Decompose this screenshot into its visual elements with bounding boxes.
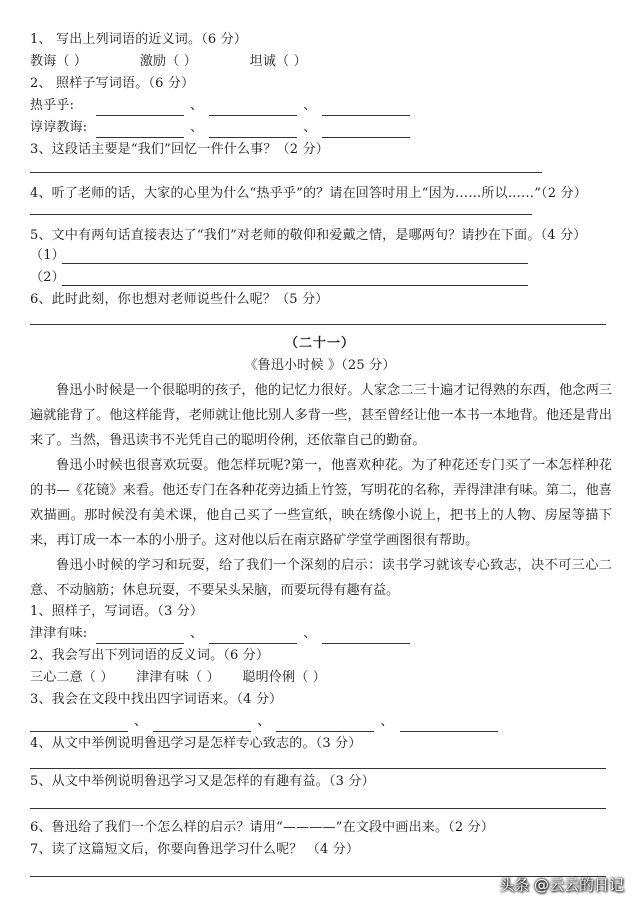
answer-blank[interactable] bbox=[322, 629, 410, 644]
answer-blank[interactable] bbox=[209, 123, 297, 138]
answer-blank[interactable] bbox=[30, 717, 128, 732]
answer-blank[interactable] bbox=[209, 629, 297, 644]
answer-blank[interactable] bbox=[400, 717, 498, 732]
question-6: 6、此时此刻，你也想对老师说些什么呢？（5 分） bbox=[30, 292, 329, 307]
question-21-3: 3、我会在文段中找出四字词语来。（4 分） bbox=[30, 692, 283, 707]
question-2: 2、 照样子写词语。（6 分） bbox=[30, 76, 195, 91]
answer-blank[interactable] bbox=[96, 123, 184, 138]
watermark-text: 头条 @云云的日记 bbox=[499, 876, 624, 894]
question-21-5: 5、从文中举例说明鲁迅学习又是怎样的有趣有益。（3 分） bbox=[30, 774, 375, 789]
synonym-word-2: 激励（ ） bbox=[139, 54, 197, 69]
pattern-row-2: 谆谆教诲: 、 、 bbox=[30, 118, 622, 138]
answer-line[interactable] bbox=[30, 808, 606, 809]
answer-label-1: （1） bbox=[30, 248, 65, 263]
question-21-4: 4、从文中举例说明鲁迅学习是怎样专心致志的。（3 分） bbox=[30, 736, 362, 751]
answer-line[interactable] bbox=[62, 285, 528, 286]
antonym-word-3: 聪明伶俐（ ） bbox=[242, 670, 327, 685]
answer-blank[interactable] bbox=[322, 123, 410, 138]
four-char-row: 、 、 、 bbox=[30, 712, 622, 732]
answer-blank[interactable] bbox=[322, 101, 410, 116]
passage-title: 《鲁迅小时候 》（25 分） bbox=[244, 358, 396, 373]
answer-line[interactable] bbox=[30, 172, 542, 173]
section-number: （二十一） bbox=[284, 336, 355, 351]
pattern-label-2: 谆谆教诲: bbox=[30, 120, 88, 135]
answer-blank[interactable] bbox=[276, 717, 374, 732]
antonym-word-2: 津津有味（ ） bbox=[136, 670, 220, 685]
question-21-6: 6、鲁迅给了我们一个怎么样的启示？请用“————”在文段中画出来。（2 分） bbox=[30, 820, 495, 835]
answer-line[interactable] bbox=[30, 214, 532, 215]
question-21-2: 2、我会写出下列词语的反义词。（6 分） bbox=[30, 648, 270, 663]
question-21-1: 1、照样子，写词语。（3 分） bbox=[30, 604, 204, 619]
answer-blank[interactable] bbox=[96, 101, 184, 116]
answer-blank[interactable] bbox=[96, 629, 184, 644]
pattern-label-21: 津津有味: bbox=[30, 626, 88, 641]
pattern-row-1: 热乎乎: 、 、 bbox=[30, 96, 622, 116]
answer-label-2: （2） bbox=[30, 270, 65, 285]
answer-blank[interactable] bbox=[153, 717, 251, 732]
antonym-row bbox=[30, 668, 622, 688]
answer-line[interactable] bbox=[30, 324, 606, 325]
synonym-word-1: 教诲（ ） bbox=[30, 54, 88, 69]
passage-paragraph-1: 鲁迅小时候是一个很聪明的孩子，他的记忆力很好。人家念二三十遍才记得熟的东西，他念两三遍就能背了。他这样能背，老师就让他比别人多背一些，甚至曾经让他一本书一本地背。他还是背出来了。当然，鲁迅读书不光凭自己的聪明伶俐，还依靠自己的勤奋。 bbox=[30, 383, 612, 448]
answer-line[interactable] bbox=[30, 768, 606, 769]
answer-line[interactable] bbox=[62, 263, 528, 264]
passage-paragraph-3: 鲁迅小时候的学习和玩耍，给了我们一个深刻的启示：读书学习就该专心致志，决不可三心二意、不动脑筋；休息玩耍，不要呆头呆脑，而要玩得有趣有益。 bbox=[30, 558, 612, 598]
synonym-row bbox=[30, 52, 622, 72]
synonym-word-3: 坦诚（ ） bbox=[249, 54, 307, 69]
antonym-word-1: 三心二意（ ） bbox=[30, 670, 114, 685]
answer-blank[interactable] bbox=[209, 101, 297, 116]
question-3: 3、这段话主要是“我们”回忆一件什么事？（2 分） bbox=[30, 142, 329, 157]
question-21-7: 7、读了这篇短文后，你要向鲁迅学习什么呢？ （4 分） bbox=[30, 842, 360, 857]
question-4: 4、听了老师的话，大家的心里为什么“热乎乎”的？请在回答时用上“因为……所以……”（2 分） bbox=[30, 186, 587, 201]
question-1: 1、 写出上列词语的近义词。（6 分） bbox=[30, 32, 248, 47]
passage-paragraph-2: 鲁迅小时候也很喜欢玩耍。他怎样玩呢?第一，他喜欢种花。为了种花还专门买了一本怎样种花的书—《花镜》来看。他还专门在各种花旁边插上竹签，写明花的名称，弄得津津有味。第二，他喜欢描画。那时候没有美术课，他自己买了一些宣纸，映在绣像小说上，把书上的人物、房屋等描下来，再订成一本一本的小册子。这对他以后在南京路矿学堂学画图很有帮助。 bbox=[30, 458, 612, 548]
question-5: 5、文中有两句话直接表达了“我们”对老师的敬仰和爱戴之情，是哪两句？请抄在下面。（4 分） bbox=[30, 228, 587, 243]
pattern-label-1: 热乎乎: bbox=[30, 98, 75, 113]
pattern-row-21: 津津有味: 、 、 bbox=[30, 624, 622, 644]
